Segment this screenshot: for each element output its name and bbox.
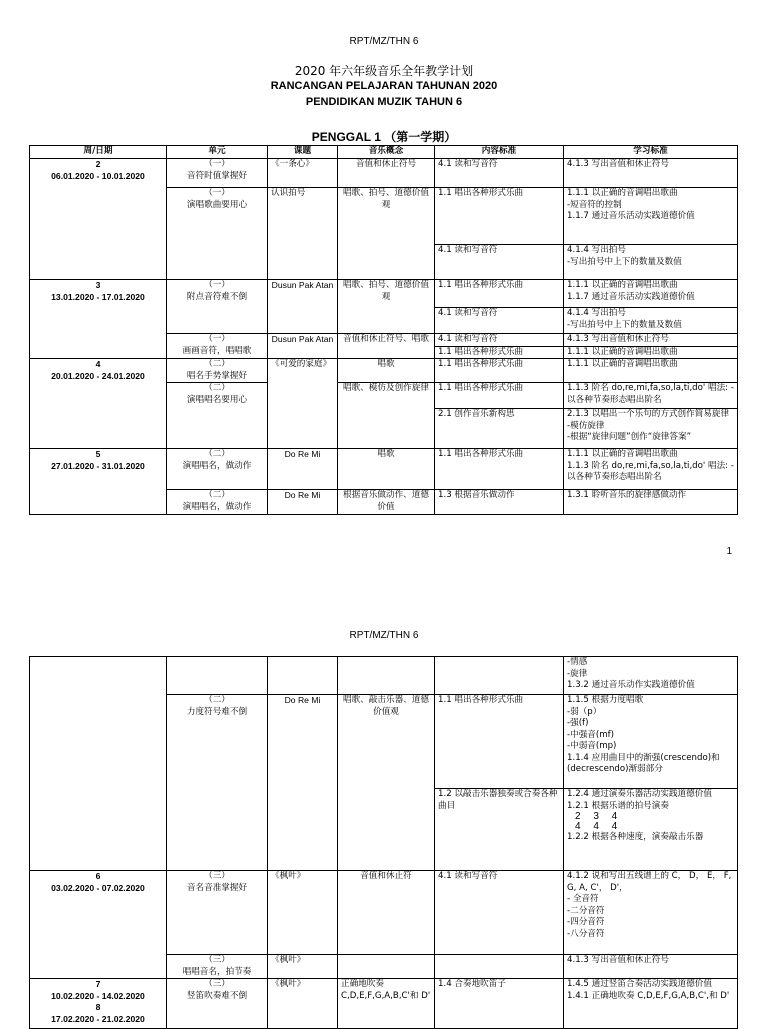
week-number: 8 xyxy=(95,1002,101,1012)
week-cell xyxy=(30,449,167,515)
content-cell: 4.1 读和写音符 xyxy=(435,871,564,955)
unit-title: 演唱唱名，做动作 xyxy=(182,460,252,471)
week-cell xyxy=(30,159,167,280)
content-cell: 1.1 唱出各种形式乐曲 xyxy=(435,695,564,789)
learning-cell xyxy=(564,346,738,359)
learning-line: 2.1.3 以唱出一个乐句的方式创作简易旋律 xyxy=(567,409,730,419)
unit-title: 唱名手势掌握好 xyxy=(186,370,248,381)
learning-line: 1.2.4 通过演奏乐器活动实践道德价值 xyxy=(567,789,712,799)
concept-cell: 音值和休止符号 xyxy=(338,159,435,188)
learning-line: 4.1.2 说和写出五线谱上的 C， D， E， F, G, A, C'， D'， xyxy=(567,871,732,893)
week-date: 10.02.2020 - 14.02.2020 xyxy=(51,990,145,1001)
concept-cell: 唱歌 xyxy=(338,359,435,383)
content-cell xyxy=(435,657,564,695)
week-cell xyxy=(30,359,167,449)
concept-cell: 根据音乐做动作、道德价值 xyxy=(338,490,435,515)
week-number: 5 xyxy=(95,449,101,459)
learning-cell xyxy=(564,409,738,449)
table-header-row xyxy=(30,146,738,159)
learning-line: 1.1.1 以正确的音调唱出歌曲 xyxy=(567,188,678,198)
concept-cell: 音值和休止符 xyxy=(338,871,435,955)
week-cell xyxy=(30,657,167,871)
plan-table-page1 xyxy=(29,145,738,515)
learning-line: 4.1.3 写出音值和休止符号 xyxy=(567,955,669,965)
learning-cell xyxy=(564,359,738,383)
content-cell: 1.2 以敲击乐器独奏或合奏各种曲目 xyxy=(435,789,564,871)
learning-line: 1.1.4 应用曲目中的渐强(crescendo)和(decrescendo)渐弱部分 xyxy=(567,752,720,774)
unit-number: （三） xyxy=(204,979,230,989)
learning-line: 1.1.7 通过音乐活动实践道德价值 xyxy=(567,291,695,302)
concept-cell: 唱歌、拍号、道德价值观 xyxy=(338,188,435,280)
learning-cell xyxy=(564,955,738,979)
learning-line: 1.1.7 通过音乐活动实践道德价值 xyxy=(567,211,695,221)
learning-line: 1.1.1 以正确的音调唱出歌曲 xyxy=(567,280,678,290)
learning-line: 1.1.1 以正确的音调唱出歌曲 xyxy=(567,359,678,369)
concept-cell: 唱歌、拍号、道德价值观 xyxy=(338,280,435,334)
concept-cell: 正确地吹奏 C,D,E,F,G,A,B,C'和 D' xyxy=(338,979,435,1029)
week-date: 03.02.2020 - 07.02.2020 xyxy=(51,882,145,893)
learning-line: -二分音符 xyxy=(567,905,605,916)
table-row xyxy=(30,359,738,383)
concept-cell: 唱歌、敲击乐器、道德价值观 xyxy=(338,695,435,871)
learning-cell xyxy=(564,789,738,871)
learning-line: 1.1.5 根据力度唱歌 xyxy=(567,695,644,705)
learning-line: 1.4.1 正确地吹奏 C,D,E,F,G,A,B,C',和 D' xyxy=(567,990,730,1001)
topic-cell: Dusun Pak Atan xyxy=(268,334,338,359)
content-cell: 4.1 读和写音符 xyxy=(435,334,564,347)
content-cell: 4.1 读和写音符 xyxy=(435,308,564,334)
topic-cell: 认识拍号 xyxy=(268,188,338,280)
topic-cell: 《枫叶》 xyxy=(268,979,338,1029)
learning-line: 4.1.3 写出音值和休止符号 xyxy=(567,159,669,169)
week-date: 27.01.2020 - 31.01.2020 xyxy=(51,460,145,471)
unit-cell xyxy=(167,449,268,490)
learning-line: -中强音(mf) xyxy=(567,729,614,740)
week-cell xyxy=(30,280,167,359)
content-cell: 1.3 根据音乐做动作 xyxy=(435,490,564,515)
unit-number: （三） xyxy=(204,871,230,881)
unit-number: （一） xyxy=(204,280,230,290)
unit-title: 演唱歌曲要用心 xyxy=(186,199,248,210)
unit-number: （二） xyxy=(204,490,230,500)
learning-line: 4.1.4 写出拍号 xyxy=(567,308,626,318)
time-signature-bottom: 4 4 4 xyxy=(575,821,623,832)
table-row xyxy=(30,979,738,1029)
learning-line: -四分音符 xyxy=(567,917,605,927)
learning-cell xyxy=(564,871,738,955)
week-cell xyxy=(30,871,167,979)
time-signature-top: 2 3 4 xyxy=(575,811,623,822)
doc-code-page2: RPT/MZ/THN 6 xyxy=(349,630,419,641)
unit-cell xyxy=(167,490,268,515)
unit-cell xyxy=(167,159,268,188)
week-number: 3 xyxy=(95,280,101,290)
week-cell xyxy=(30,979,167,1029)
subtitle-malay: PENDIDIKAN MUZIK TAHUN 6 xyxy=(305,96,463,108)
learning-cell xyxy=(564,979,738,1029)
plan-table-page2 xyxy=(29,656,738,1029)
topic-cell: 《枫叶》 xyxy=(268,955,338,979)
content-cell: 1.4 合奏地吹笛子 xyxy=(435,979,564,1029)
week-date: 20.01.2020 - 24.01.2020 xyxy=(51,370,145,381)
unit-title: 画画音符，唱唱歌 xyxy=(182,345,252,356)
term-title: PENGGAL 1 （第一学期） xyxy=(311,130,457,144)
unit-title: 力度符号难不倒 xyxy=(186,706,248,717)
unit-cell xyxy=(167,657,268,695)
unit-number: （三） xyxy=(204,955,230,965)
topic-cell: Dusun Pak Atan xyxy=(268,280,338,334)
learning-cell xyxy=(564,490,738,515)
col-header-learning-standard: 学习标准 xyxy=(564,146,738,159)
col-header-unit: 单元 xyxy=(167,146,268,159)
learning-line: -情感 xyxy=(567,657,588,667)
learning-cell xyxy=(564,657,738,695)
content-cell: 4.1 读和写音符 xyxy=(435,245,564,280)
learning-cell xyxy=(564,245,738,280)
topic-cell: 《可爱的家庭》 xyxy=(268,359,338,449)
learning-line: -模仿旋律 xyxy=(567,420,605,431)
unit-cell xyxy=(167,280,268,334)
learning-line: 4.1.4 写出拍号 xyxy=(567,245,626,255)
table-row xyxy=(30,159,738,188)
unit-title: 演唱唱名，做动作 xyxy=(182,501,252,512)
learning-line: 1.1.1 以正确的音调唱出歌曲 xyxy=(567,346,678,357)
week-number: 6 xyxy=(95,871,101,881)
unit-number: （一） xyxy=(204,188,230,198)
table-row xyxy=(30,871,738,955)
learning-line: 1.1.1 以正确的音调唱出歌曲 xyxy=(567,449,678,459)
learning-line: -写出拍号中上下的数量及数值 xyxy=(567,256,682,267)
learning-line: -强(f) xyxy=(567,718,589,728)
concept-cell: 唱歌、模仿及创作旋律 xyxy=(338,383,435,449)
col-header-week: 周/日期 xyxy=(30,146,167,159)
doc-code: RPT/MZ/THN 6 xyxy=(349,36,419,47)
learning-line: 1.4.5 通过竖笛合奏活动实践道德价值 xyxy=(567,979,712,989)
learning-cell xyxy=(564,449,738,490)
unit-title: 音名音准掌握好 xyxy=(186,882,248,893)
unit-number: （二） xyxy=(204,383,230,393)
learning-line: 1.1.3 阶名 do,re,mi,fa,so,la,ti,do' 唱法: -以各种节奏形态唱出阶名 xyxy=(567,460,734,482)
topic-cell: Do Re Mi xyxy=(268,490,338,515)
topic-cell: Do Re Mi xyxy=(268,695,338,871)
learning-line: 1.1.3 阶名 do,re,mi,fa,so,la,ti,do' 唱法: -以各种节奏形态唱出阶名 xyxy=(567,383,734,405)
unit-title: 演唱唱名要用心 xyxy=(186,394,248,405)
concept-cell: 唱歌 xyxy=(338,449,435,490)
col-header-topic: 课题 xyxy=(268,146,338,159)
content-cell xyxy=(435,955,564,979)
col-header-concept: 音乐概念 xyxy=(338,146,435,159)
learning-cell xyxy=(564,280,738,308)
learning-line: -短音符的控制 xyxy=(567,199,622,210)
learning-cell xyxy=(564,159,738,188)
table-row xyxy=(30,657,738,695)
learning-line: -旋律 xyxy=(567,668,588,679)
table-row xyxy=(30,449,738,490)
learning-line: -根据“旋律问题”创作“旋律答案” xyxy=(567,432,692,442)
unit-cell xyxy=(167,695,268,871)
concept-cell xyxy=(338,955,435,979)
learning-line: -中弱音(mp) xyxy=(567,741,617,751)
week-date: 06.01.2020 - 10.01.2020 xyxy=(51,170,145,181)
unit-title: 唱唱音名，拍节奏 xyxy=(182,966,252,977)
topic-cell: 《一条心》 xyxy=(268,159,338,188)
week-number: 7 xyxy=(95,979,101,989)
concept-cell: 音值和休止符号、唱歌 xyxy=(338,334,435,359)
unit-number: （一） xyxy=(204,159,230,169)
learning-cell xyxy=(564,334,738,347)
title-malay: RANCANGAN PELAJARAN TAHUNAN 2020 xyxy=(270,80,498,92)
learning-line: -八分音符 xyxy=(567,928,605,939)
learning-cell xyxy=(564,308,738,334)
learning-line: -弱（p） xyxy=(567,706,602,717)
content-cell: 1.1 唱出各种形式乐曲 xyxy=(435,383,564,409)
unit-cell xyxy=(167,359,268,383)
learning-cell xyxy=(564,695,738,789)
learning-line: 1.2.1 根据乐谱的拍号演奏 xyxy=(567,800,669,811)
week-date: 13.01.2020 - 17.01.2020 xyxy=(51,291,145,302)
table-row xyxy=(30,280,738,308)
unit-title: 附点音符难不倒 xyxy=(186,291,248,302)
content-cell: 1.1 唱出各种形式乐曲 xyxy=(435,346,564,359)
topic-cell: 《枫叶》 xyxy=(268,871,338,955)
content-cell: 1.1 唱出各种形式乐曲 xyxy=(435,280,564,308)
learning-line: 1.3.1 聆听音乐的旋律感做动作 xyxy=(567,490,687,500)
unit-number: （二） xyxy=(204,359,230,369)
topic-cell xyxy=(268,657,338,695)
content-cell: 1.1 唱出各种形式乐曲 xyxy=(435,359,564,383)
page-number: 1 xyxy=(726,546,732,557)
content-cell: 2.1 创作音乐新构思 xyxy=(435,409,564,449)
unit-number: （二） xyxy=(204,695,230,705)
unit-title: 竖笛吹奏难不倒 xyxy=(186,990,248,1001)
unit-cell xyxy=(167,334,268,359)
title-chinese: 2020 年六年级音乐全年教学计划 xyxy=(294,64,474,78)
learning-line: -写出拍号中上下的数量及数值 xyxy=(567,319,682,330)
learning-line: 1.2.2 根据各种速度，演奏敲击乐器 xyxy=(567,832,704,842)
unit-cell xyxy=(167,871,268,955)
col-header-content-standard: 内容标准 xyxy=(435,146,564,159)
unit-cell xyxy=(167,955,268,979)
week-number: 2 xyxy=(95,159,101,169)
unit-cell xyxy=(167,979,268,1029)
unit-cell xyxy=(167,188,268,280)
concept-cell xyxy=(338,657,435,695)
unit-number: （二） xyxy=(204,449,230,459)
learning-line: - 全音符 xyxy=(567,894,599,904)
learning-line: 1.3.2 通过音乐动作实践道德价值 xyxy=(567,680,695,690)
learning-cell xyxy=(564,188,738,245)
content-cell: 1.1 唱出各种形式乐曲 xyxy=(435,449,564,490)
learning-line: 4.1.3 写出音值和休止符号 xyxy=(567,334,669,344)
learning-cell xyxy=(564,383,738,409)
content-cell: 4.1 读和写音符 xyxy=(435,159,564,188)
content-cell: 1.1 唱出各种形式乐曲 xyxy=(435,188,564,245)
unit-title: 音符时值掌握好 xyxy=(186,170,248,181)
topic-cell: Do Re Mi xyxy=(268,449,338,490)
unit-cell xyxy=(167,383,268,449)
week-date: 17.02.2020 - 21.02.2020 xyxy=(51,1013,145,1024)
week-number: 4 xyxy=(95,359,101,369)
unit-number: （一） xyxy=(204,334,230,344)
